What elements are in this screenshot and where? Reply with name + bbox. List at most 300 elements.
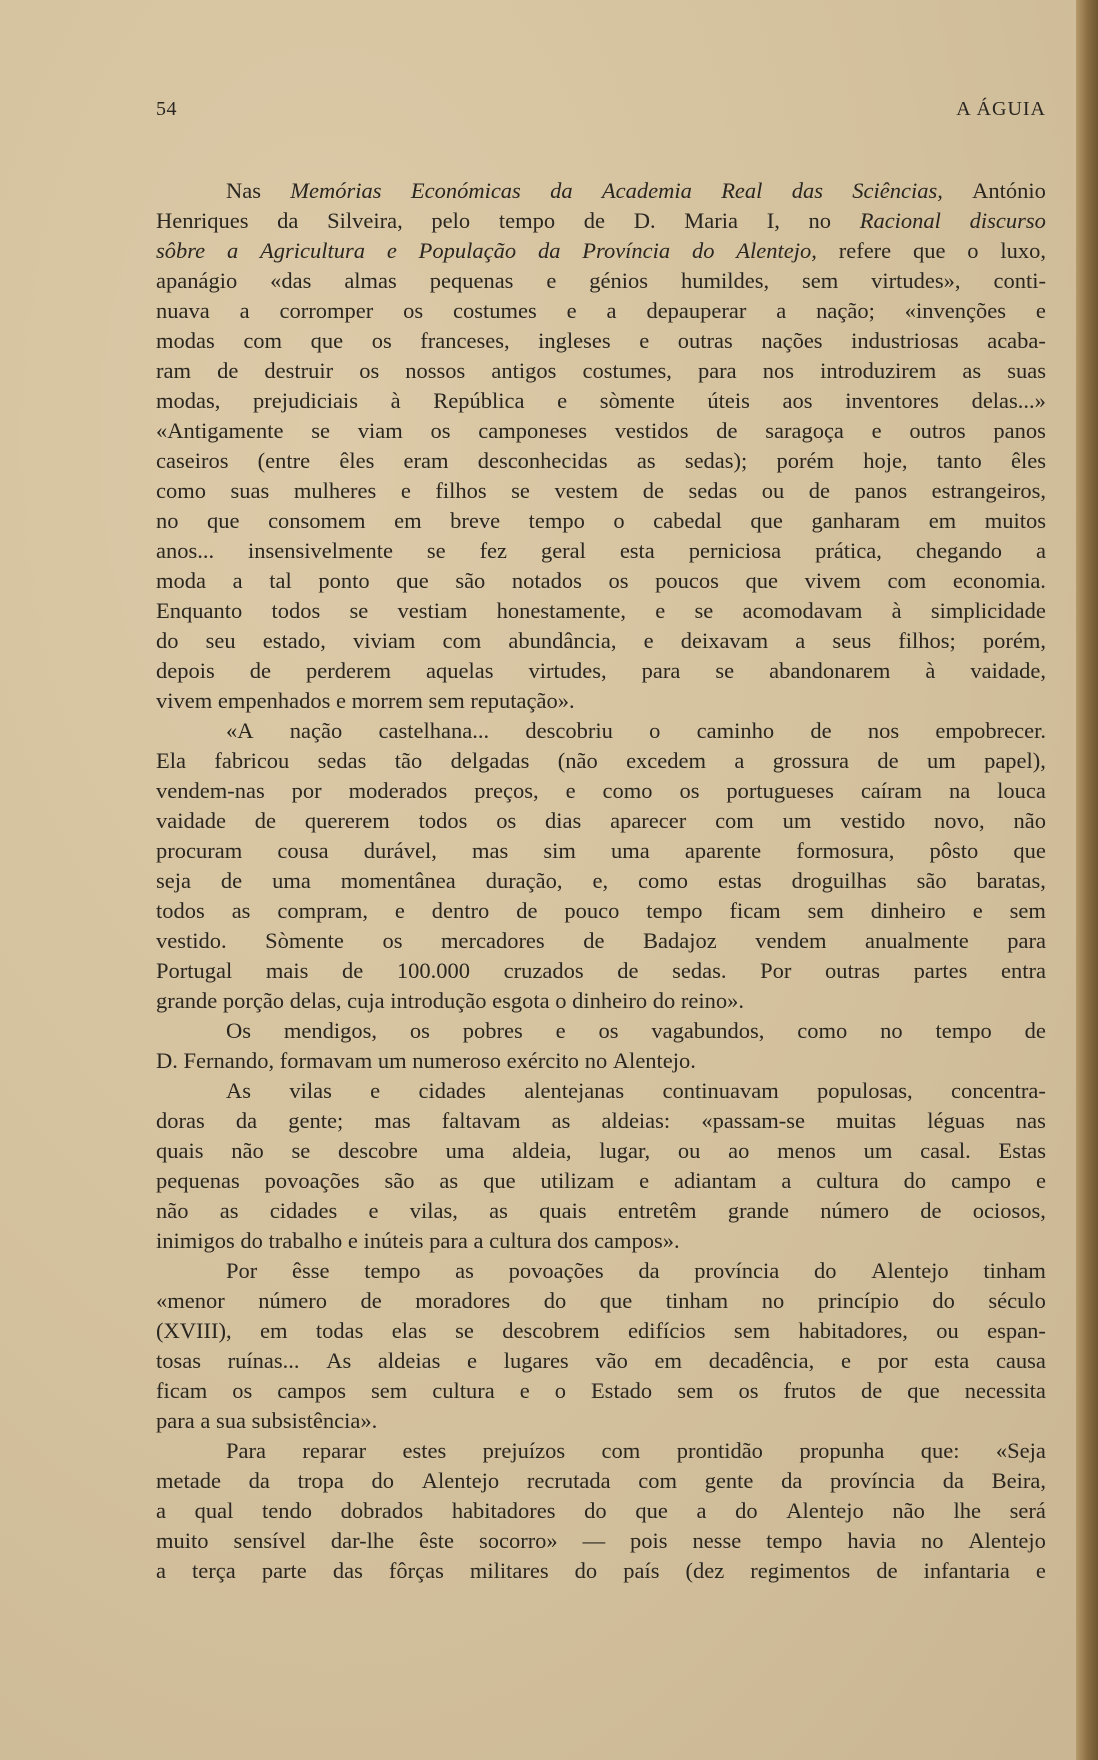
word: esgota	[492, 988, 556, 1013]
word: a	[734, 748, 745, 773]
text-line	[156, 926, 1046, 956]
text-line	[156, 206, 1046, 236]
text-line	[156, 1466, 1046, 1496]
word: todos	[418, 808, 468, 833]
word: camponeses	[478, 418, 587, 443]
word: Fernando,	[183, 1048, 280, 1073]
word: (XVIII),	[156, 1318, 232, 1343]
word: no	[880, 1018, 903, 1043]
word: corromper	[279, 298, 374, 323]
word: morrem	[351, 688, 429, 713]
word: de	[920, 1198, 942, 1223]
text-line	[156, 1106, 1046, 1136]
word: outras	[677, 328, 733, 353]
word: partes	[913, 958, 968, 983]
word: moradores	[415, 1288, 511, 1313]
text-line	[156, 1436, 1046, 1466]
word: sem	[677, 1378, 714, 1403]
word: pequenas	[156, 1168, 240, 1193]
word: pouco	[564, 898, 620, 923]
word: quais	[539, 1198, 587, 1223]
word: louca	[997, 778, 1046, 803]
word: de	[360, 1288, 382, 1313]
word: como	[797, 1018, 848, 1043]
word: de	[220, 868, 243, 893]
word: (não	[557, 748, 598, 773]
word: as	[455, 1258, 474, 1283]
word: perderem	[306, 658, 391, 683]
word: «Antigamente	[156, 418, 284, 443]
text-line	[156, 1046, 1046, 1076]
word: no	[808, 208, 832, 233]
word: populosas,	[817, 1078, 913, 1103]
word: D.	[156, 1048, 184, 1073]
word: para	[1007, 928, 1046, 953]
word: será	[1009, 1498, 1046, 1523]
word: panos	[993, 418, 1046, 443]
word: úteis	[707, 388, 750, 413]
word: sim	[543, 838, 576, 863]
word: e	[546, 268, 557, 293]
word: sem	[370, 1378, 408, 1403]
word: a	[795, 628, 806, 653]
word: modas	[156, 328, 215, 353]
text-line	[156, 1376, 1046, 1406]
word: delas,	[289, 988, 348, 1013]
word: Alentejo	[968, 1528, 1046, 1553]
word: sedas);	[684, 448, 748, 473]
word: e	[400, 478, 411, 503]
word: Estado	[590, 1378, 653, 1403]
word: mais	[265, 958, 309, 983]
word: e	[347, 1228, 364, 1253]
word: descobriu	[525, 718, 613, 743]
word: tinham	[983, 1258, 1046, 1283]
word: mercadores	[440, 928, 545, 953]
word: uma	[445, 1138, 485, 1163]
word: do	[735, 1498, 758, 1523]
word: «invenções	[904, 298, 1006, 323]
word: reputação».	[470, 688, 575, 713]
word: António	[972, 178, 1046, 203]
word: filhos	[435, 478, 487, 503]
word: êste	[419, 1528, 455, 1553]
text-line	[156, 896, 1046, 926]
word: Agricultura	[260, 238, 366, 263]
word: e	[557, 388, 568, 413]
word: grande	[727, 1198, 790, 1223]
text-line	[156, 1256, 1046, 1286]
word: esta	[619, 538, 655, 563]
word: geral	[540, 538, 586, 563]
word: perniciosa	[688, 538, 782, 563]
word: província	[830, 1468, 916, 1493]
word: cultura	[489, 1228, 558, 1253]
word: caíram	[860, 778, 923, 803]
text-line	[156, 1016, 1046, 1046]
word: prejuízos	[482, 1438, 566, 1463]
word: número	[258, 1288, 327, 1313]
word: sem	[807, 898, 844, 923]
word: vaidade,	[970, 658, 1046, 683]
word: tempo	[646, 898, 703, 923]
word: Academia	[601, 178, 692, 203]
text-line	[156, 1166, 1046, 1196]
word: República	[433, 388, 525, 413]
word: D.	[633, 208, 656, 233]
word: por	[291, 778, 322, 803]
word: tropa	[297, 1468, 344, 1493]
word: aquelas	[426, 658, 494, 683]
word: todas	[315, 1318, 364, 1343]
word: metade	[156, 1468, 221, 1493]
word: com	[442, 628, 482, 653]
word: êles	[339, 448, 375, 473]
word: nuava	[156, 298, 210, 323]
word: Por	[226, 1258, 258, 1283]
word: quais	[156, 1138, 204, 1163]
word: porém,	[982, 628, 1046, 653]
word: delas...»	[971, 388, 1046, 413]
word: nos	[762, 358, 794, 383]
word: com	[887, 568, 927, 593]
word: e	[368, 1198, 379, 1223]
word: outros	[909, 418, 966, 443]
word: se	[715, 658, 735, 683]
word: gente	[704, 1468, 754, 1493]
word: da	[550, 178, 573, 203]
word: sensível	[233, 1528, 306, 1553]
word: trabalho	[268, 1228, 348, 1253]
word: do	[371, 1468, 395, 1493]
word: da	[235, 1108, 258, 1133]
word: prejudiciais	[253, 388, 358, 413]
text-line	[156, 356, 1046, 386]
word: princípio	[817, 1288, 899, 1313]
word: a	[226, 238, 239, 263]
page-number: 54	[156, 98, 177, 120]
word: não	[892, 1498, 925, 1523]
word: «A	[226, 718, 254, 743]
word: viam	[357, 418, 403, 443]
word: dias	[545, 808, 582, 833]
word: muitos	[984, 508, 1046, 533]
text-line	[156, 386, 1046, 416]
word: depauperar	[646, 298, 747, 323]
word: tosas	[156, 1348, 201, 1373]
word: decadência,	[708, 1348, 815, 1373]
word: tinham	[665, 1288, 729, 1313]
word: vestem	[554, 478, 619, 503]
word: pelo	[431, 208, 471, 233]
word: estas	[717, 868, 762, 893]
text-line	[156, 326, 1046, 356]
word: campos	[277, 1378, 346, 1403]
word: «menor	[156, 1288, 225, 1313]
word: inúteis	[363, 1228, 430, 1253]
word: (dez	[685, 1558, 725, 1583]
word: o	[555, 988, 573, 1013]
word: vão	[595, 1348, 628, 1373]
word: o	[649, 718, 661, 743]
word: As	[326, 1348, 352, 1373]
word: os	[371, 328, 392, 353]
word: frutos	[783, 1378, 836, 1403]
word: e	[840, 1348, 851, 1373]
word: anos...	[156, 538, 215, 563]
word: e	[1035, 1168, 1046, 1193]
word: empenhados	[217, 688, 336, 713]
word: acaba-	[987, 328, 1046, 353]
word: de	[516, 898, 538, 923]
word: a	[776, 298, 787, 323]
text-line	[156, 1196, 1046, 1226]
body-text	[156, 176, 1046, 1586]
word: Alentejo	[421, 1468, 500, 1493]
word: as	[219, 1198, 239, 1223]
word: de	[617, 958, 639, 983]
word: de	[342, 958, 364, 983]
word: deixavam	[680, 628, 769, 653]
word: aos	[782, 388, 813, 413]
word: empobrecer.	[935, 718, 1046, 743]
word: e	[335, 688, 352, 713]
word: que	[750, 508, 783, 533]
word: povoações	[508, 1258, 604, 1283]
word: em	[928, 508, 957, 533]
word: aparente	[684, 838, 762, 863]
word: das	[791, 178, 823, 203]
word: os	[232, 1378, 253, 1403]
word: cultura	[432, 1378, 495, 1403]
word: As	[226, 1078, 252, 1103]
word: preços,	[474, 778, 539, 803]
word: consomem	[268, 508, 366, 533]
word: caseiros	[156, 448, 229, 473]
word: Badajoz	[643, 928, 717, 953]
word: momentânea	[340, 868, 456, 893]
word: vendem-nas	[156, 778, 265, 803]
word: êsse	[291, 1258, 330, 1283]
word: o	[613, 508, 625, 533]
word: menos	[777, 1138, 836, 1163]
word: Maria	[684, 208, 739, 233]
text-line	[156, 536, 1046, 566]
word: e	[394, 898, 405, 923]
word: cidades	[418, 1078, 486, 1103]
word: a	[232, 568, 243, 593]
word: e	[566, 298, 577, 323]
word: ram	[156, 358, 191, 383]
word: se	[291, 1138, 311, 1163]
word: campo	[951, 1168, 1012, 1193]
text-line	[156, 1076, 1046, 1106]
text-line	[156, 266, 1046, 296]
word: à	[390, 388, 401, 413]
word: suas	[1007, 358, 1046, 383]
word: Alentejo.	[612, 1048, 696, 1073]
word: e	[655, 598, 666, 623]
word: porém	[776, 448, 834, 473]
text-line	[156, 956, 1046, 986]
word: «Seja	[995, 1438, 1046, 1463]
word: mendigos,	[283, 1018, 377, 1043]
word: de	[808, 478, 831, 503]
word: reparar	[302, 1438, 367, 1463]
word: nação	[289, 718, 343, 743]
word: caminho	[696, 718, 775, 743]
word: infantaria	[923, 1558, 1010, 1583]
word: com	[638, 1468, 677, 1493]
word: os	[359, 358, 380, 383]
word: nas	[1015, 1108, 1046, 1133]
word: refere	[838, 238, 892, 263]
word: destruir	[264, 358, 334, 383]
word: ociosos,	[972, 1198, 1046, 1223]
word: que	[907, 1378, 940, 1403]
word: Sciências,	[852, 178, 943, 203]
word: aldeias	[377, 1348, 441, 1373]
word: no	[584, 1048, 613, 1073]
word: Ela	[156, 748, 186, 773]
word: vestidos	[614, 418, 689, 443]
word: em	[394, 508, 422, 533]
word: a	[239, 298, 250, 323]
word: sem	[428, 688, 471, 713]
word: filhos;	[898, 628, 956, 653]
page-edge	[1076, 0, 1098, 1760]
word: de	[716, 418, 738, 443]
word: reino».	[680, 988, 744, 1013]
word: I,	[766, 208, 780, 233]
word: e	[639, 1168, 650, 1193]
word: em	[259, 1318, 288, 1343]
word: continuavam	[662, 1078, 779, 1103]
word: Racional	[859, 208, 941, 233]
word: Para	[226, 1438, 266, 1463]
word: terça	[192, 1558, 236, 1583]
word: vestido	[840, 808, 906, 833]
word: de	[249, 658, 272, 683]
running-title: A ÁGUIA	[956, 98, 1046, 120]
word: delgadas	[450, 748, 530, 773]
word: das	[332, 1558, 363, 1583]
word: ponto	[318, 568, 370, 593]
word: no	[156, 508, 179, 533]
word: Por	[760, 958, 792, 983]
word: notados	[511, 568, 582, 593]
text-line	[156, 236, 1046, 266]
word: êles	[1010, 448, 1046, 473]
text-line	[156, 476, 1046, 506]
word: são	[384, 1168, 415, 1193]
word: são	[916, 868, 947, 893]
word: moda	[156, 568, 206, 593]
word: no	[761, 1288, 785, 1313]
word: inventores	[845, 388, 939, 413]
word: procuram	[156, 838, 243, 863]
text-line	[156, 836, 1046, 866]
word: vilas	[289, 1078, 332, 1103]
word: se	[426, 538, 446, 563]
word: se	[311, 418, 330, 443]
word: se	[349, 598, 369, 623]
word: acomodavam	[742, 598, 863, 623]
word: de	[876, 1558, 898, 1583]
word: estrangeiros,	[931, 478, 1046, 503]
word: outras	[824, 958, 880, 983]
word: país	[623, 1558, 660, 1583]
word: uma	[611, 838, 650, 863]
word: suas	[230, 478, 270, 503]
word: de	[860, 1378, 883, 1403]
word: estes	[402, 1438, 447, 1463]
word: pequenas	[429, 268, 514, 293]
word: ruínas...	[227, 1348, 300, 1373]
word: de	[877, 748, 899, 773]
word: e	[1035, 1558, 1046, 1583]
word: a	[1035, 538, 1046, 563]
word: e	[370, 1078, 381, 1103]
word: povoações	[264, 1168, 360, 1193]
word: casal.	[920, 1138, 971, 1163]
word: droguilhas	[791, 868, 887, 893]
word: província	[694, 1258, 780, 1283]
word: depois	[156, 658, 215, 683]
word: sem	[1009, 898, 1046, 923]
word: lugar,	[599, 1138, 651, 1163]
word: franceses,	[420, 328, 510, 353]
word: que	[1013, 838, 1046, 863]
text-line	[156, 1316, 1046, 1346]
word: numeroso	[412, 1048, 507, 1073]
word: de	[254, 808, 277, 833]
word: introdução	[390, 988, 493, 1013]
word: da	[638, 1258, 660, 1283]
word: do	[156, 628, 179, 653]
word: seu	[205, 628, 236, 653]
word: a	[473, 1228, 490, 1253]
word: mas	[471, 838, 509, 863]
word: do	[584, 1498, 607, 1523]
text-line	[156, 416, 1046, 446]
word: Memórias	[290, 178, 382, 203]
word: que	[912, 238, 946, 263]
word: cultura	[816, 1168, 879, 1193]
word: industriosas	[851, 328, 959, 353]
word: se	[455, 1318, 474, 1343]
word: dentro	[431, 898, 490, 923]
word: para	[641, 658, 681, 683]
word: vilas,	[409, 1198, 458, 1223]
word: «passam-se	[701, 1108, 806, 1133]
word: saragoça	[765, 418, 844, 443]
word: ganharam	[811, 508, 901, 533]
word: século	[988, 1288, 1046, 1313]
text-line	[156, 656, 1046, 686]
word: campos».	[594, 1228, 680, 1253]
word: antigos	[491, 358, 557, 383]
word: eram	[403, 448, 449, 473]
word: tendo	[262, 1498, 313, 1523]
word: do	[932, 1288, 955, 1313]
word: que	[483, 1168, 516, 1193]
word: vivem	[156, 688, 218, 713]
word: os	[409, 1018, 430, 1043]
word: economia.	[952, 568, 1046, 593]
word: da	[248, 1468, 270, 1493]
word: para	[156, 1408, 201, 1433]
